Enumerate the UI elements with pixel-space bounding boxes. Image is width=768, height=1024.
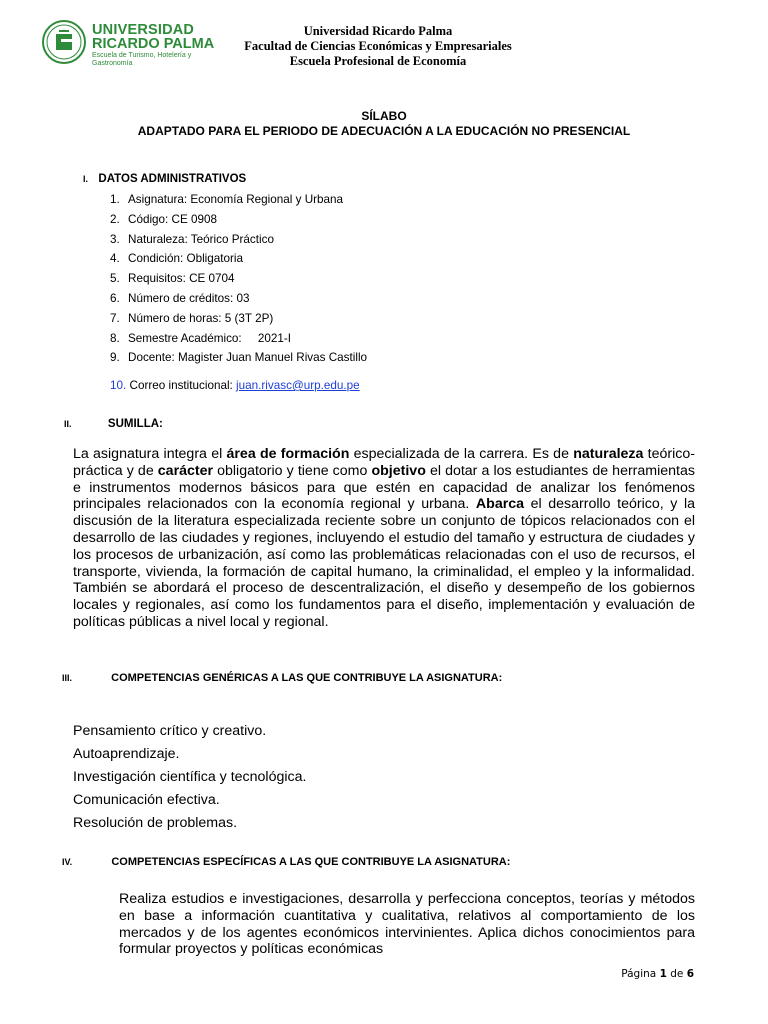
page-number: Página 1 de 6 [621,968,694,980]
section-1-heading [83,173,246,185]
list-item: Investigación científica y tecnológica. [73,769,307,785]
list-item: Pensamiento crítico y creativo. [73,723,267,739]
header-faculty: Facultad de Ciencias Económicas y Empresariales [244,39,512,53]
section-4-heading [62,856,510,868]
section-1-title: DATOS ADMINISTRATIVOS [98,173,247,185]
sumilla-paragraph: La asignatura integra el área de formación especializada de la carrera. Es de naturaleza teórico-práctica y de carácter obligatorio y tiene como objetivo el dotar a los estudiantes de herramientas e instrumentos modernos básicos para que estén en capacidad de analizar los fenómenos principales relacionados con la economía regional y urbana. Abarca el desarrollo teórico, y la discusión de la literatura especializada reciente sobre un conjunto de tópicos relacionados con el desarrollo de las ciudades y regiones, incluyendo el estudio del tamaño y estructura de ciudades y los procesos de urbanización, así como las problemáticas relacionadas con el uso de recursos, el transporte, vivienda, la formación de capital humano, la criminalidad, el empleo y la informalidad. También se abordará el proceso de descentralización, el diseño y desempeño de los gobiernos locales y regionales, así como los fundamentos para el diseño, implementación y evaluación de políticas públicas a nivel local y regional. [73,446,695,630]
list-item: Autoaprendizaje. [73,746,180,762]
header-school: Escuela Profesional de Economía [289,54,467,68]
university-seal-icon [42,20,86,64]
title-line-2: ADAPTADO PARA EL PERIODO DE ADECUACIÓN A LA EDUCACIÓN NO PRESENCIAL [137,124,631,138]
title-line-1: SÍLABO [361,109,407,123]
document-header [200,24,556,69]
list-item: 5. Requisitos: CE 0704 [110,272,235,285]
list-item: 6. Número de créditos: 03 [110,292,250,305]
section-3-heading [62,672,502,684]
section-2-heading [64,418,163,430]
list-item: 7. Número de horas: 5 (3T 2P) [110,312,274,325]
logo-line-1: UNIVERSIDAD [92,22,195,38]
list-item: 9. Docente: Magister Juan Manuel Rivas Castillo [110,351,368,364]
logo-line-3: Escuela de Turismo, Hotelería y [92,52,192,59]
section-4-number: IV. [62,857,73,867]
list-item: 3. Naturaleza: Teórico Práctico [110,233,274,246]
specific-competencies-paragraph: Realiza estudios e investigaciones, desarrolla y perfecciona conceptos, teorías y métodos en base a información cuantitativa y cualitativa, relativos al comportamiento de los mercados y de los agentes económicos intervinientes. Aplica dichos conocimientos para formular proyectos y políticas económicas [119,891,695,958]
list-item-email: 10. Correo institucional: juan.rivasc@urp.edu.pe [110,379,360,392]
email-link[interactable]: juan.rivasc@urp.edu.pe [236,379,360,392]
section-2-title: SUMILLA: [107,418,163,430]
header-university: Universidad Ricardo Palma [303,24,453,38]
logo-line-4: Gastronomía [92,60,133,67]
list-item: Resolución de problemas. [73,815,238,831]
list-item: 4. Condición: Obligatoria [110,252,243,265]
section-4-title: COMPETENCIAS ESPECÍFICAS A LAS QUE CONTRIBUYE LA ASIGNATURA: [111,856,511,868]
section-3-title: COMPETENCIAS GENÉRICAS A LAS QUE CONTRIBUYE LA ASIGNATURA: [111,672,503,684]
list-item: 1. Asignatura: Economía Regional y Urbana [110,193,344,206]
logo-line-2: RICARDO PALMA [92,36,215,52]
list-item: 8. Semestre Académico: 2021-I [110,332,292,345]
section-3-number: III. [62,673,73,683]
document-title [100,109,668,139]
list-item: Comunicación efectiva. [73,792,220,808]
section-1-number: I. [83,174,89,184]
section-2-number: II. [64,419,72,429]
list-item: 2. Código: CE 0908 [110,213,218,226]
